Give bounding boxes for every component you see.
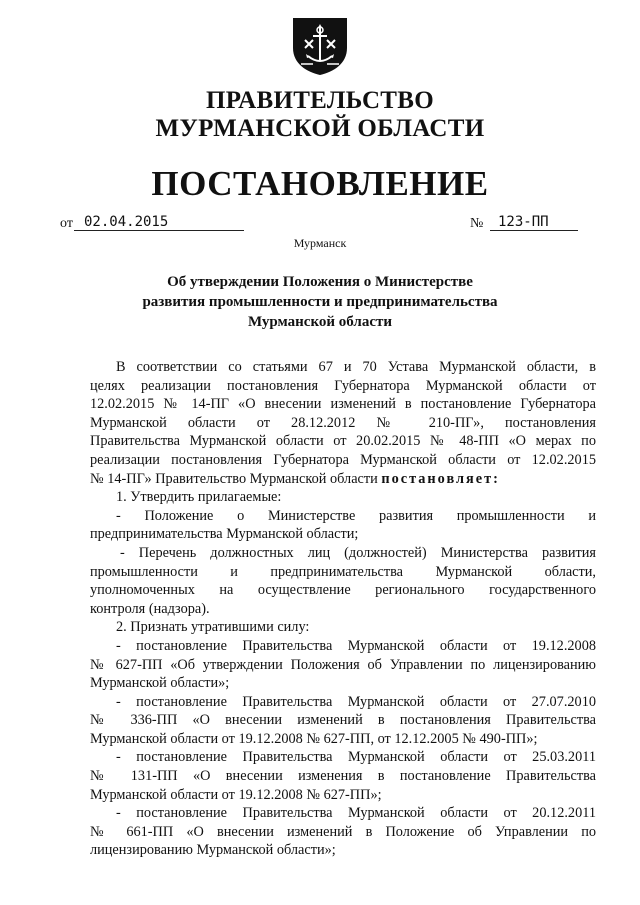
body-line: - постановление Правительства Мурманской области от 19.12.2008 [116, 637, 596, 654]
body-line: 2. Признать утратившими силу: [116, 619, 310, 636]
body-line: № 131-ПП «О внесении изменения в постановление Правительства [90, 768, 596, 785]
body-line: № 627-ПП «Об утверждении Положения об Управлении по лицензированию [90, 656, 596, 673]
body-line: В соответствии со статьями 67 и 70 Устава Мурманской области, в [116, 359, 596, 375]
date-number-row [60, 214, 580, 236]
body-line [90, 470, 596, 489]
body-line: Мурманской области от 28.12.2012 № 210-ПГ», постановления [90, 414, 596, 431]
document-body [90, 358, 596, 860]
city-name: Мурманск [293, 236, 347, 250]
body-line: - Перечень должностных лиц (должностей) Министерства развития [120, 544, 596, 561]
body-line: лицензированию Мурманской области»; [90, 842, 336, 859]
body-line: - постановление Правительства Мурманской области от 27.07.2010 [116, 693, 596, 710]
body-line: № 661-ПП «О внесении изменений в Положение об Управлении по [90, 823, 596, 840]
government-name-line2: МУРМАНСКОЙ ОБЛАСТИ [155, 115, 485, 142]
body-line: контроля (надзора). [90, 600, 210, 617]
subject-line: Мурманской области [247, 314, 393, 330]
body-line: Мурманской области от 19.12.2008 № 627-ПП, от 12.12.2005 № 490-ПП»; [90, 730, 538, 747]
number-prefix: № [470, 216, 484, 231]
body-text: № 14-ПГ» Правительство Мурманской области [90, 470, 378, 487]
coat-of-arms-icon [289, 14, 351, 76]
body-line: - Положение о Министерстве развития промышленности и [116, 507, 596, 524]
document-subject [0, 272, 640, 332]
government-name-line1: ПРАВИТЕЛЬСТВО [206, 87, 434, 114]
subject-line: развития промышленности и предпринимательства [142, 294, 498, 310]
body-line: № 336-ПП «О внесении изменений в постановления Правительства [90, 712, 596, 729]
body-line: 12.02.2015 № 14-ПГ «О внесении изменений в постановление Губернатора [90, 396, 596, 413]
body-line: уполномоченных на осуществление регионального государственного [90, 582, 596, 599]
body-line: целях реализации постановления Губернатора Мурманской области от [90, 377, 596, 394]
resolution-keyword: постановляет: [381, 470, 500, 487]
body-line: - постановление Правительства Мурманской области от 25.03.2011 [116, 749, 596, 766]
document-type-heading: ПОСТАНОВЛЕНИЕ [151, 164, 489, 203]
document-date: 02.04.2015 [74, 214, 244, 231]
body-line: Мурманской области»; [90, 675, 230, 692]
body-line: реализации постановления Губернатора Мурманской области от 12.02.2015 [90, 451, 596, 468]
date-prefix: от [60, 216, 73, 231]
body-line: - постановление Правительства Мурманской области от 20.12.2011 [116, 805, 596, 822]
document-number: 123-ПП [490, 214, 578, 231]
body-line: промышленности и предпринимательства Мурманской области, [90, 563, 596, 580]
body-line: 1. Утвердить прилагаемые: [116, 489, 282, 506]
body-line: Мурманской области от 19.12.2008 № 627-ПП»; [90, 786, 382, 803]
subject-line: Об утверждении Положения о Министерстве [167, 274, 473, 290]
body-line: Правительства Мурманской области от 20.02.2015 № 48-ПП «О мерах по [90, 433, 596, 450]
body-line: предпринимательства Мурманской области; [90, 526, 359, 543]
